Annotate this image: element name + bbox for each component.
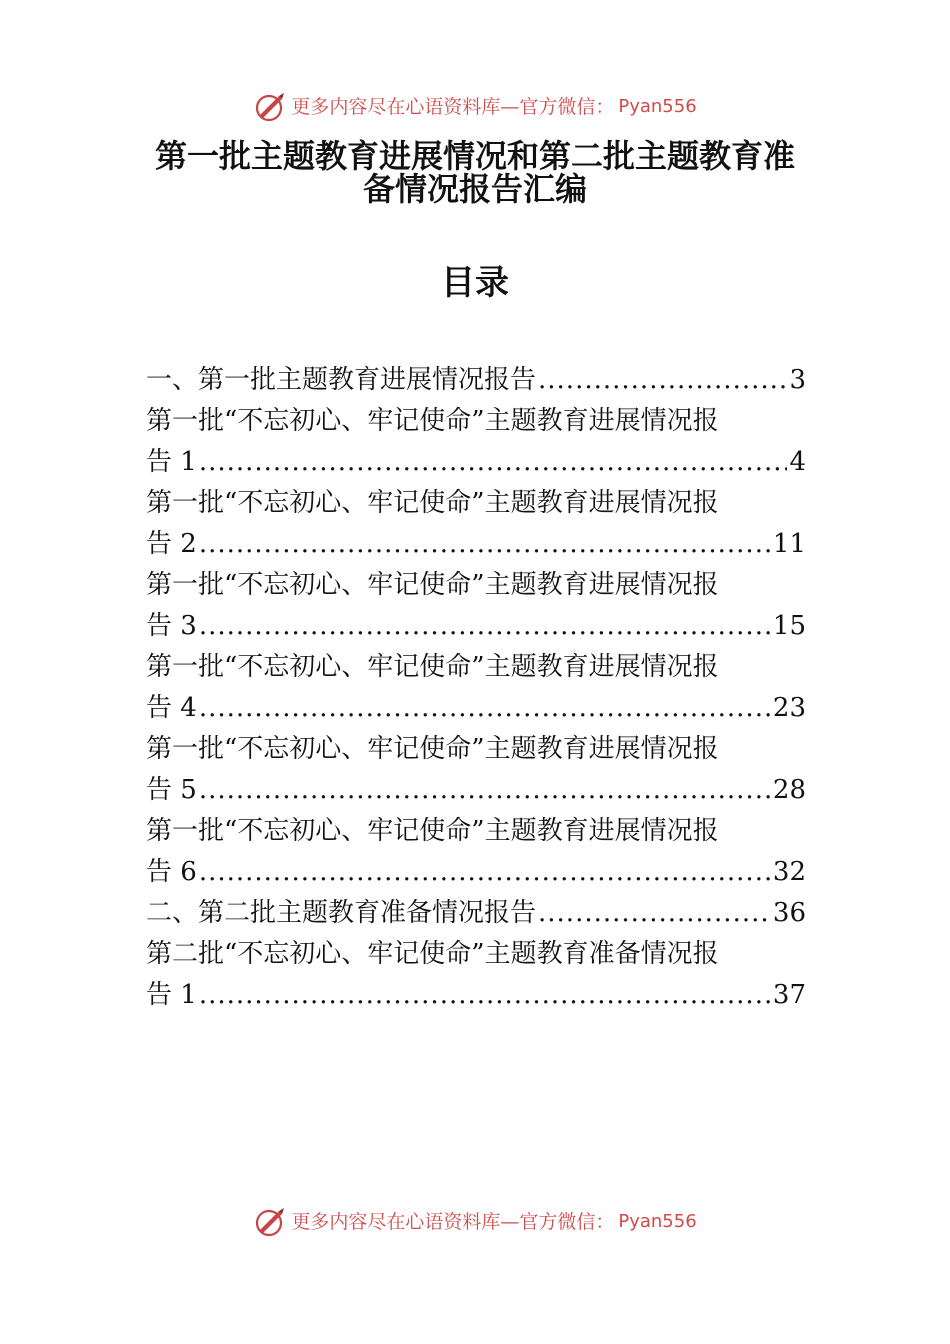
toc-entry[interactable] bbox=[146, 893, 806, 934]
toc-entry-title-cont: 告 2 bbox=[146, 529, 197, 559]
dot-leader bbox=[199, 442, 788, 483]
toc-entry-title-cont: 告 5 bbox=[146, 775, 197, 805]
dot-leader bbox=[199, 852, 771, 893]
watermark-header bbox=[0, 86, 950, 126]
toc-page-number: 4 bbox=[789, 447, 806, 477]
toc-heading: 目录 bbox=[441, 263, 509, 303]
toc-entry-title: 第一批“不忘初心、牢记使命”主题教育进展情况报 bbox=[146, 570, 719, 600]
toc-entry-title: 第一批“不忘初心、牢记使命”主题教育进展情况报 bbox=[146, 734, 719, 764]
watermark-wechat-id: Pyan556 bbox=[618, 1211, 697, 1232]
document-title: 第一批主题教育进展情况和第二批主题教育准备情况报告汇编 bbox=[154, 137, 795, 208]
dot-leader bbox=[199, 975, 771, 1016]
pen-logo-icon bbox=[253, 90, 287, 124]
toc-entry-title: 第二批“不忘初心、牢记使命”主题教育准备情况报 bbox=[146, 939, 719, 969]
toc-entry-title: 一、第一批主题教育进展情况报告 bbox=[146, 365, 537, 395]
toc-entry[interactable] bbox=[146, 401, 806, 483]
toc-entry-title-cont: 告 3 bbox=[146, 611, 197, 641]
toc-entry[interactable] bbox=[146, 647, 806, 729]
watermark-wechat-id: Pyan556 bbox=[618, 96, 697, 117]
toc-page-number: 37 bbox=[772, 980, 806, 1010]
toc-page-number: 15 bbox=[772, 611, 806, 641]
toc-entry[interactable] bbox=[146, 934, 806, 1016]
toc-entry-title: 第一批“不忘初心、牢记使命”主题教育进展情况报 bbox=[146, 406, 719, 436]
toc-entry-title: 第一批“不忘初心、牢记使命”主题教育进展情况报 bbox=[146, 652, 719, 682]
toc-entry-title-cont: 告 6 bbox=[146, 857, 197, 887]
dot-leader bbox=[199, 524, 771, 565]
toc-entry[interactable] bbox=[146, 360, 806, 401]
toc-entry[interactable] bbox=[146, 729, 806, 811]
toc-entry[interactable] bbox=[146, 565, 806, 647]
toc-entry-title-cont: 告 1 bbox=[146, 980, 197, 1010]
toc-page-number: 28 bbox=[772, 775, 806, 805]
watermark-text: 更多内容尽在心语资料库—官方微信： bbox=[291, 96, 615, 118]
table-of-contents bbox=[146, 360, 806, 1016]
toc-entry-title: 二、第二批主题教育准备情况报告 bbox=[146, 898, 537, 928]
toc-entry-title: 第一批“不忘初心、牢记使命”主题教育进展情况报 bbox=[146, 488, 719, 518]
dot-leader bbox=[538, 360, 787, 401]
toc-entry-title-cont: 告 4 bbox=[146, 693, 197, 723]
toc-page-number: 32 bbox=[772, 857, 806, 887]
toc-entry-title: 第一批“不忘初心、牢记使命”主题教育进展情况报 bbox=[146, 816, 719, 846]
toc-entry-title-cont: 告 1 bbox=[146, 447, 197, 477]
toc-page-number: 11 bbox=[772, 529, 806, 559]
pen-logo-icon bbox=[253, 1205, 287, 1239]
dot-leader bbox=[538, 893, 771, 934]
dot-leader bbox=[199, 606, 771, 647]
toc-entry[interactable] bbox=[146, 483, 806, 565]
toc-page-number: 3 bbox=[789, 365, 806, 395]
toc-page-number: 23 bbox=[772, 693, 806, 723]
dot-leader bbox=[199, 770, 771, 811]
watermark-footer bbox=[0, 1201, 950, 1241]
dot-leader bbox=[199, 688, 771, 729]
watermark-text: 更多内容尽在心语资料库—官方微信： bbox=[291, 1211, 615, 1233]
toc-entry[interactable] bbox=[146, 811, 806, 893]
toc-page-number: 36 bbox=[772, 898, 806, 928]
